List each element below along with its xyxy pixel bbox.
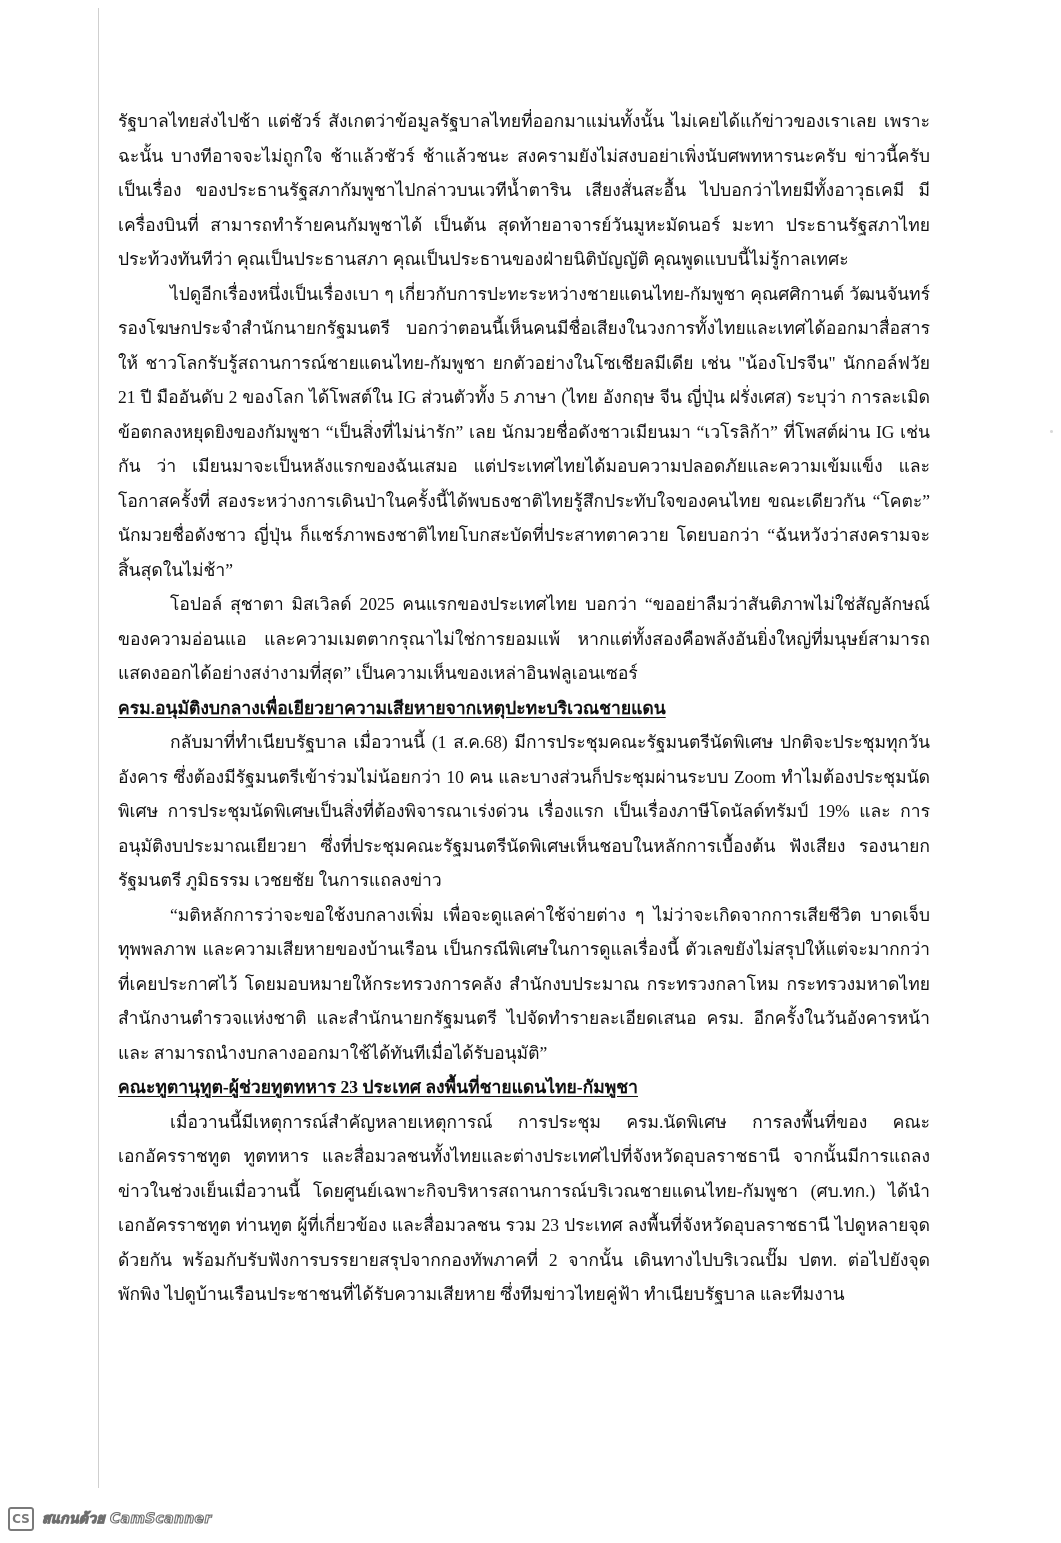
paragraph: เมื่อวานนี้มีเหตุการณ์สำคัญหลายเหตุการณ์ การประชุม ครม.นัดพิเศษ การลงพื้นที่ของ คณะเอกอัครราชทูต ทูตทหาร และสื่อมวลชนทั้งไทยและต่างประเทศไปที่จังหวัดอุบลราชธานี จากนั้นมีการแถลง ข่าวในช่วงเย็นเมื่อวานนี้ โดยศูนย์เฉพาะกิจบริหารสถานการณ์บริเวณชายแดนไทย-กัมพูชา (ศบ.ทก.) ได้นำเอกอัครราชทูต ท่านทูต ผู้ที่เกี่ยวข้อง และสื่อมวลชน รวม 23 ประเทศ ลงพื้นที่จังหวัดอุบลราชธานี ไปดูหลายจุดด้วยกัน พร้อมกับรับฟังการบรรยายสรุปจากกองทัพภาคที่ 2 จากนั้น เดินทางไปบริเวณปั๊ม ปตท. ต่อไปยังจุดพักพิง ไปดูบ้านเรือนประชาชนที่ได้รับความเสียหาย ซึ่งทีมข่าวไทยคู่ฟ้า ทำเนียบรัฐบาล และทีมงาน xyxy=(118,1111,930,1304)
scan-margin-line xyxy=(98,8,99,1488)
section-heading: คณะทูตานุทูต-ผู้ช่วยทูตทหาร 23 ประเทศ ลงพื้นที่ชายแดนไทย-กัมพูชา xyxy=(118,1077,638,1097)
camscanner-label: สแกนด้วย CamScanner xyxy=(42,1511,212,1527)
paragraph: กลับมาที่ทำเนียบรัฐบาล เมื่อวานนี้ (1 ส.ค.68) มีการประชุมคณะรัฐมนตรีนัดพิเศษ ปกติจะประชุมทุกวัน อังคาร ซึ่งต้องมีรัฐมนตรีเข้าร่วมไม่น้อยกว่า 10 คน และบางส่วนก็ประชุมผ่านระบบ Zoom ทำไมต้องประชุมนัด พิเศษ การประชุมนัดพิเศษเป็นสิ่งที่ต้องพิจารณาเร่งด่วน เรื่องแรก เป็นเรื่องภาษีโดนัลด์ทรัมป์ 19% และ การอนุมัติงบประมาณเยียวยา ซึ่งที่ประชุมคณะรัฐมนตรีนัดพิเศษเห็นชอบในหลักการเบื้องต้น ฟังเสียง รองนายกรัฐมนตรี ภูมิธรรม เวชยชัย ในการแถลงข่าว xyxy=(118,732,930,890)
camscanner-watermark xyxy=(8,1505,212,1533)
quote-paragraph: “มติหลักการว่าจะขอใช้งบกลางเพิ่ม เพื่อจะดูแลค่าใช้จ่ายต่าง ๆ ไม่ว่าจะเกิดจากการเสียชีวิต บาดเจ็บ ทุพพลภาพ และความเสียหายของบ้านเรือน เป็นกรณีพิเศษในการดูแลเรื่องนี้ ตัวเลขยังไม่สรุปให้แต่จะมากกว่า ที่เคยประกาศไว้ โดยมอบหมายให้กระทรวงการคลัง สำนักงบประมาณ กระทรวงกลาโหม กระทรวงมหาดไทย สำนักงานตำรวจแห่งชาติ และสำนักนายกรัฐมนตรี ไปจัดทำรายละเอียดเสนอ ครม. อีกครั้งในวันอังคารหน้า และ สามารถนำงบกลางออกมาใช้ได้ทันทีเมื่อได้รับอนุมัติ” xyxy=(118,904,930,1063)
paragraph: โอปอล์ สุชาตา มิสเวิลด์ 2025 คนแรกของประเทศไทย บอกว่า “ขออย่าลืมว่าสันติภาพไม่ใช่สัญลักษณ์ ของความอ่อนแอ และความเมตตากรุณาไม่ใช่การยอมแพ้ หากแต่ทั้งสองคือพลังอันยิ่งใหญ่ที่มนุษย์สามารถ แสดงออกได้อย่างสง่างามที่สุด” เป็นความเห็นของเหล่าอินฟลูเอนเซอร์ xyxy=(118,594,930,683)
paragraph: ไปดูอีกเรื่องหนึ่งเป็นเรื่องเบา ๆ เกี่ยวกับการปะทะระหว่างชายแดนไทย-กัมพูชา คุณศศิกานต์ วัฒนจันทร์ รองโฆษกประจำสำนักนายกรัฐมนตรี บอกว่าตอนนี้เห็นคนมีชื่อเสียงในวงการทั้งไทยและเทศได้ออกมาสื่อสารให้ ชาวโลกรับรู้สถานการณ์ชายแดนไทย-กัมพูชา ยกตัวอย่างในโซเชียลมีเดีย เช่น "น้องโปรจีน" นักกอล์ฟวัย 21 ปี มืออันดับ 2 ของโลก ได้โพสต์ใน IG ส่วนตัวทั้ง 5 ภาษา (ไทย อังกฤษ จีน ญี่ปุ่น ฝรั่งเศส) ระบุว่า การละเมิด ข้อตกลงหยุดยิงของกัมพูชา “เป็นสิ่งที่ไม่น่ารัก” เลย นักมวยชื่อดังชาวเมียนมา “เวโรลิก้า” ที่โพสต์ผ่าน IG เช่นกัน ว่า เมียนมาจะเป็นหลังแรกของฉันเสมอ แต่ประเทศไทยได้มอบความปลอดภัยและความเข้มแข็ง และโอกาสครั้งที่ สองระหว่างการเดินป่าในครั้งนี้ได้พบธงชาติไทยรู้สึกประทับใจของคนไทย ขณะเดียวกัน “โคตะ” นักมวยชื่อดังชาว ญี่ปุ่น ก็แชร์ภาพธงชาติไทยโบกสะบัดที่ประสาทตาควาย โดยบอกว่า “ฉันหวังว่าสงครามจะสิ้นสุดในไม่ช้า” xyxy=(118,283,930,580)
paragraph: รัฐบาลไทยส่งไปช้า แต่ชัวร์ สังเกตว่าข้อมูลรัฐบาลไทยที่ออกมาแม่นทั้งนั้น ไม่เคยได้แก้ข่าวของเราเลย เพราะฉะนั้น บางทีอาจจะไม่ถูกใจ ช้าแล้วชัวร์ ช้าแล้วชนะ สงครามยังไม่สงบอย่าเพิ่งนับศพทหารนะครับ ข่าวนี้ครับเป็นเรื่อง ของประธานรัฐสภากัมพูชาไปกล่าวบนเวทีน้ำตาริน เสียงสั่นสะอื้น ไปบอกว่าไทยมีทั้งอาวุธเคมี มีเครื่องบินที่ สามารถทำร้ายคนกัมพูชาได้ เป็นต้น สุดท้ายอาจารย์วันมูหะมัดนอร์ มะทา ประธานรัฐสภาไทย ประท้วงทันทีว่า คุณเป็นประธานสภา คุณเป็นประธานของฝ่ายนิติบัญญัติ คุณพูดแบบนี้ไม่รู้กาลเทศะ xyxy=(118,111,930,269)
camscanner-logo-icon: CS xyxy=(8,1507,34,1531)
document-page xyxy=(118,104,930,1312)
section-heading: ครม.อนุมัติงบกลางเพื่อเยียวยาความเสียหายจากเหตุปะทะบริเวณชายแดน xyxy=(118,697,666,718)
scan-speck xyxy=(1050,430,1053,433)
